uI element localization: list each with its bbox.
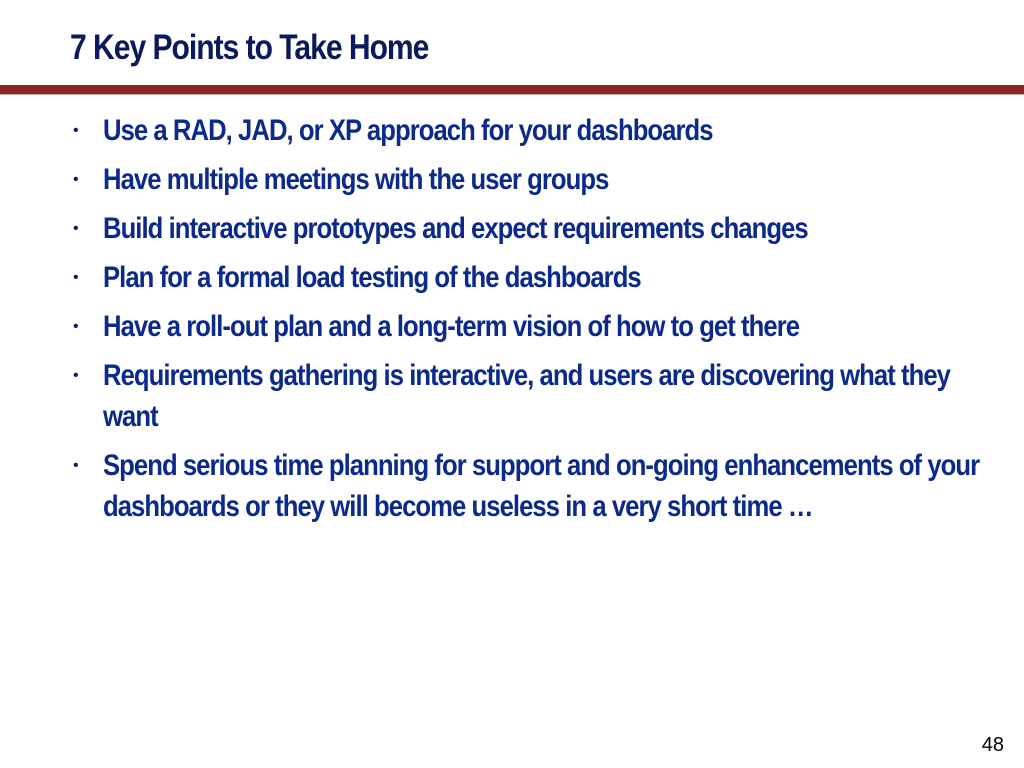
bullet-text: Plan for a formal load testing of the dashboards	[103, 261, 641, 294]
bullet-dot-icon: •	[73, 318, 79, 335]
bullet-dot-icon: •	[73, 367, 79, 384]
bullet-text: Have a roll-out plan and a long-term vision of how to get there	[103, 310, 800, 343]
bullet-list	[0, 110, 1024, 535]
bullet-dot-icon: •	[73, 457, 79, 474]
page-number: 48	[981, 734, 1004, 756]
bullet-text: Have multiple meetings with the user groups	[103, 163, 609, 196]
slide-title: 7 Key Points to Take Home	[70, 28, 429, 67]
bullet-item	[0, 306, 1024, 347]
bullet-item	[0, 159, 1024, 200]
title-divider-rule	[0, 85, 1024, 95]
bullet-text: Use a RAD, JAD, or XP approach for your dashboards	[103, 114, 713, 147]
bullet-text: Build interactive prototypes and expect requirements changes	[103, 212, 808, 245]
bullet-item	[0, 208, 1024, 249]
bullet-text: Spend serious time planning for support and on-going enhancements of your dashboards or they will become useless in a very short time …	[103, 449, 980, 523]
bullet-item	[0, 355, 1024, 437]
bullet-dot-icon: •	[73, 122, 79, 139]
bullet-text: Requirements gathering is interactive, and users are discovering what they want	[103, 359, 950, 433]
bullet-item	[0, 110, 1024, 151]
bullet-item	[0, 445, 1024, 527]
bullet-item	[0, 257, 1024, 298]
bullet-dot-icon: •	[73, 269, 79, 286]
bullet-dot-icon: •	[73, 220, 79, 237]
bullet-dot-icon: •	[73, 171, 79, 188]
